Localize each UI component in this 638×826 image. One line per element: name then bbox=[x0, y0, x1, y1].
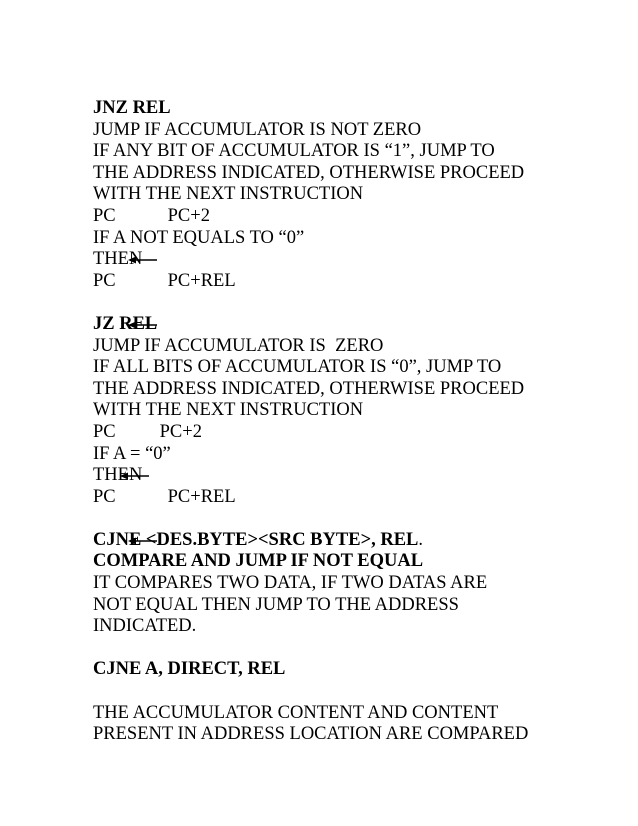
spacer bbox=[93, 292, 633, 314]
document-page bbox=[93, 98, 633, 746]
spacer bbox=[93, 681, 633, 703]
cjne-a-desc-line-2: PRESENT IN ADDRESS LOCATION ARE COMPARED bbox=[93, 724, 529, 745]
cjne-subtitle: COMPARE AND JUMP IF NOT EQUAL bbox=[93, 551, 424, 572]
jnz-pc-increment bbox=[93, 206, 633, 228]
pc-register: PC bbox=[93, 205, 116, 226]
cjne-a-title: CJNE A, DIRECT, REL bbox=[93, 659, 286, 680]
jnz-desc-line-3: THE ADDRESS INDICATED, OTHERWISE PROCEED bbox=[93, 162, 525, 183]
jz-title: JZ REL bbox=[93, 313, 158, 334]
left-arrow-icon bbox=[128, 492, 158, 502]
left-arrow-icon bbox=[128, 212, 158, 222]
jz-desc-line-2: IF ALL BITS OF ACCUMULATOR IS “0”, JUMP TO bbox=[93, 357, 502, 378]
pc-register: PC bbox=[93, 421, 116, 442]
cjne-desc-line-2: NOT EQUAL THEN JUMP TO THE ADDRESS bbox=[93, 594, 459, 615]
jz-condition: IF A = “0” bbox=[93, 443, 171, 464]
pc-value: PC+REL bbox=[167, 270, 236, 291]
cjne-title bbox=[93, 530, 633, 552]
cjne-title-period: . bbox=[418, 529, 424, 550]
jz-pc-increment bbox=[93, 422, 633, 444]
jnz-then: THEN bbox=[93, 249, 143, 270]
jnz-desc-line-4: WITH THE NEXT INSTRUCTION bbox=[93, 184, 364, 205]
pc-value: PC+2 bbox=[167, 205, 210, 226]
jnz-title: JNZ REL bbox=[93, 98, 171, 118]
jnz-pc-jump bbox=[93, 271, 633, 293]
left-arrow-icon bbox=[120, 428, 150, 438]
pc-value: PC+REL bbox=[167, 486, 236, 507]
jz-desc-line-4: WITH THE NEXT INSTRUCTION bbox=[93, 400, 364, 421]
jnz-desc-line-1: JUMP IF ACCUMULATOR IS NOT ZERO bbox=[93, 119, 422, 140]
cjne-desc-line-1: IT COMPARES TWO DATA, IF TWO DATAS ARE bbox=[93, 573, 488, 594]
left-arrow-icon bbox=[128, 277, 158, 287]
pc-register: PC bbox=[93, 270, 116, 291]
pc-value: PC+2 bbox=[159, 421, 202, 442]
cjne-a-desc-line-1: THE ACCUMULATOR CONTENT AND CONTENT bbox=[93, 702, 499, 723]
cjne-desc-line-3: INDICATED. bbox=[93, 616, 197, 637]
cjne-title-bold: CJNE <DES.BYTE><SRC BYTE>, REL bbox=[93, 529, 419, 550]
jz-pc-jump bbox=[93, 487, 633, 509]
spacer bbox=[93, 638, 633, 660]
spacer bbox=[93, 508, 633, 530]
jnz-condition: IF A NOT EQUALS TO “0” bbox=[93, 227, 305, 248]
pc-register: PC bbox=[93, 486, 116, 507]
jnz-desc-line-2: IF ANY BIT OF ACCUMULATOR IS “1”, JUMP TO bbox=[93, 141, 495, 162]
jz-desc-line-3: THE ADDRESS INDICATED, OTHERWISE PROCEED bbox=[93, 378, 525, 399]
jz-desc-line-1: JUMP IF ACCUMULATOR IS ZERO bbox=[93, 335, 384, 356]
jz-then: THEN bbox=[93, 465, 143, 486]
